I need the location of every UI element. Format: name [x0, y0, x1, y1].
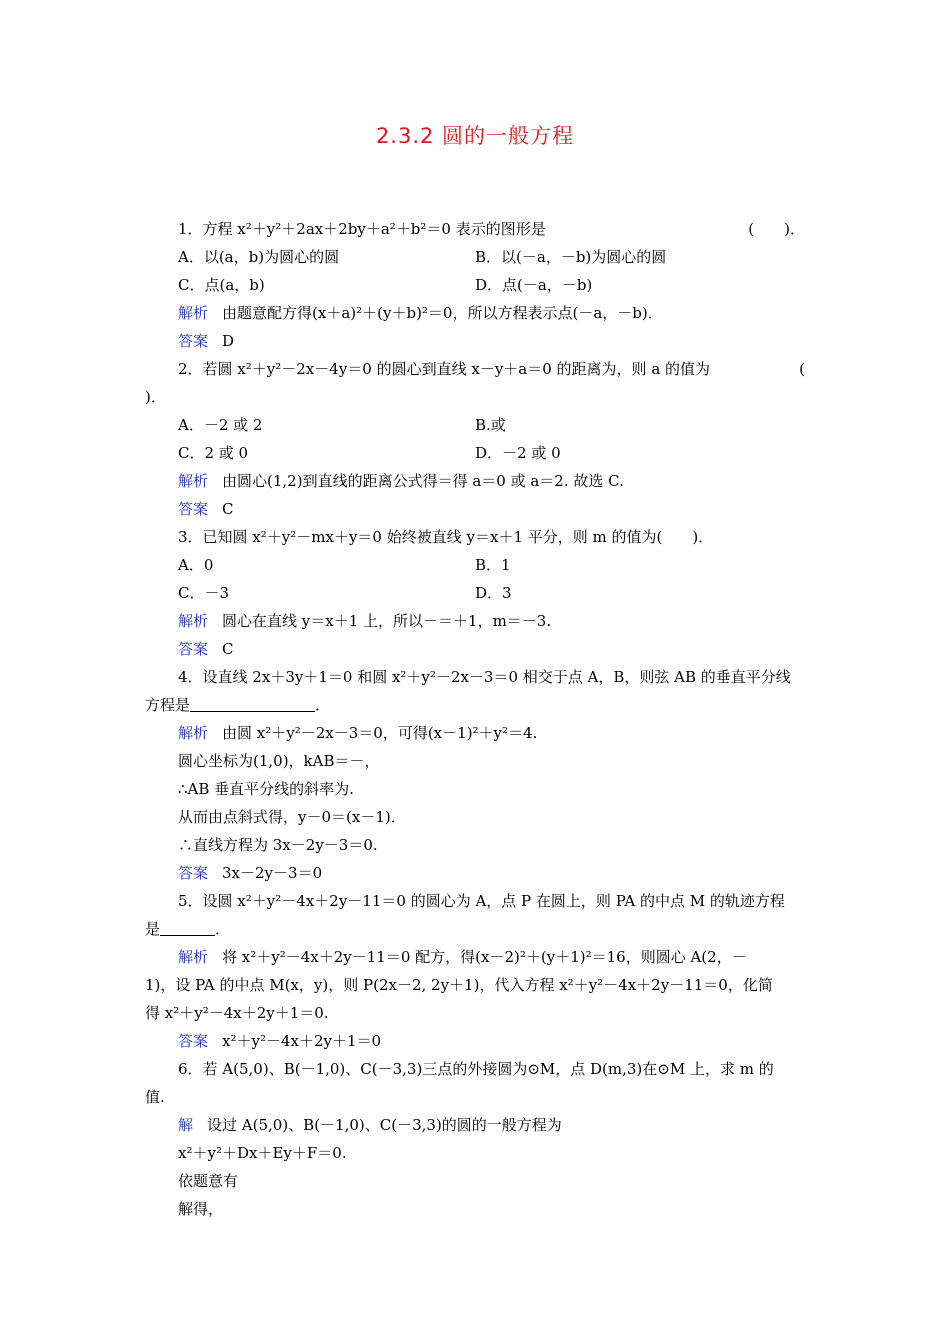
answer-blank — [160, 919, 215, 936]
q3-options-ab — [145, 551, 805, 579]
q1-options-cd — [145, 271, 805, 299]
answer-tag: 答案 — [178, 864, 209, 882]
q3-option-a: A．0 — [178, 556, 214, 574]
analysis-tag: 解析 — [178, 472, 209, 490]
q5-analysis: 解析 将 x²＋y²－4x＋2y－11＝0 配方，得(x－2)²＋(y＋1)²＝16，则圆心 A(2，－ — [178, 948, 747, 966]
q2-paren-end: )． — [145, 388, 166, 406]
q4-analysis-line2: 圆心坐标为(1,0)，kAB＝－， — [178, 752, 380, 770]
answer-blank — [190, 695, 315, 712]
q2-options-ab — [145, 411, 805, 439]
q3-stem: 3．已知圆 x²＋y²－mx＋y＝0 始终被直线 y＝x＋1 平分，则 m 的值为( )． — [178, 528, 714, 546]
q4-stem: 4．设直线 2x＋3y＋1＝0 和圆 x²＋y²－2x－3＝0 相交于点 A，B，则弦 AB 的垂直平分线 — [178, 668, 791, 686]
analysis-tag: 解析 — [178, 304, 209, 322]
q4-answer: 答案 3x－2y－3＝0 — [178, 864, 323, 882]
q4-stem-line2: 方程是 ． — [145, 696, 331, 714]
q5-stem-line2: 是 ． — [145, 920, 231, 938]
analysis-tag: 解析 — [178, 612, 209, 630]
q3-option-b: B．1 — [475, 556, 511, 574]
q3-analysis: 解析 圆心在直线 y＝x＋1 上，所以－＝＋1，m＝－3. — [178, 612, 552, 630]
solution-tag: 解 — [178, 1116, 194, 1134]
q2-option-b: B.或 — [475, 416, 506, 434]
q2-options-cd — [145, 439, 805, 467]
q1-analysis: 解析 由题意配方得(x＋a)²＋(y＋b)²＝0，所以方程表示点(－a，－b)． — [178, 304, 663, 322]
q6-solution: 解 设过 A(5,0)、B(－1,0)、C(－3,3)的圆的一般方程为 — [178, 1116, 562, 1134]
q1-stem: 1．方程 x²＋y²＋2ax＋2by＋a²＋b²＝0 表示的图形是 ( )． — [145, 215, 805, 243]
q5-answer: 答案 x²＋y²－4x＋2y＋1＝0 — [178, 1032, 382, 1050]
q6-stem: 6．若 A(5,0)、B(－1,0)、C(－3,3)三点的外接圆为⊙M，点 D(m,3)在⊙M 上，求 m 的 — [178, 1060, 774, 1078]
q3-option-c: C．－3 — [178, 584, 230, 602]
q1-paren: ( )． — [748, 220, 805, 238]
q2-paren: ( — [799, 360, 805, 378]
q2-answer: 答案 C — [178, 500, 234, 518]
analysis-tag: 解析 — [178, 948, 209, 966]
answer-tag: 答案 — [178, 500, 209, 518]
answer-tag: 答案 — [178, 640, 209, 658]
q2-stem: 2．若圆 x²＋y²－2x－4y＝0 的圆心到直线 x－y＋a＝0 的距离为，则 a 的值为 ( — [145, 355, 805, 383]
q4-analysis-line5: ∴直线方程为 3x－2y－3＝0. — [178, 836, 378, 854]
q4-analysis-line4: 从而由点斜式得，y－0＝(x－1)． — [178, 808, 406, 826]
q1-option-c: C．点(a，b) — [178, 276, 265, 294]
q1-options-ab — [145, 243, 805, 271]
q3-answer: 答案 C — [178, 640, 234, 658]
q2-option-d: D．－2 或 0 — [475, 444, 561, 462]
analysis-tag: 解析 — [178, 724, 209, 742]
q6-solution-line3: 依题意有 — [178, 1172, 239, 1190]
q5-stem: 5．设圆 x²＋y²－4x＋2y－11＝0 的圆心为 A，点 P 在圆上，则 PA 的中点 M 的轨迹方程 — [178, 892, 785, 910]
q1-option-b: B．以(－a，－b)为圆心的圆 — [475, 248, 667, 266]
q3-options-cd — [145, 579, 805, 607]
page-title: 2.3.2 圆的一般方程 — [375, 124, 575, 148]
q1-option-a: A．以(a，b)为圆心的圆 — [178, 248, 340, 266]
q5-analysis-line2: 1)，设 PA 的中点 M(x，y)，则 P(2x－2, 2y＋1)，代入方程 x²＋y²－4x＋2y－11＝0，化简 — [145, 976, 773, 994]
document-body — [145, 215, 805, 1223]
q6-solution-line4: 解得， — [178, 1200, 224, 1218]
q1-option-d: D．点(－a，－b) — [475, 276, 593, 294]
q4-analysis: 解析 由圆 x²＋y²－2x－3＝0，可得(x－1)²＋y²＝4. — [178, 724, 538, 742]
q2-option-a: A．－2 或 2 — [178, 416, 263, 434]
q2-option-c: C．2 或 0 — [178, 444, 249, 462]
answer-tag: 答案 — [178, 1032, 209, 1050]
q4-analysis-line3: ∴AB 垂直平分线的斜率为. — [178, 780, 354, 798]
q5-analysis-line3: 得 x²＋y²－4x＋2y＋1＝0. — [145, 1004, 329, 1022]
q3-option-d: D．3 — [475, 584, 512, 602]
q2-analysis: 解析 由圆心(1,2)到直线的距离公式得＝得 a＝0 或 a＝2. 故选 C. — [178, 472, 624, 490]
q1-answer: 答案 D — [178, 332, 235, 350]
answer-tag: 答案 — [178, 332, 209, 350]
q6-stem-line2: 值. — [145, 1088, 165, 1106]
q6-solution-line2: x²＋y²＋Dx＋Ey＋F＝0. — [178, 1144, 347, 1162]
